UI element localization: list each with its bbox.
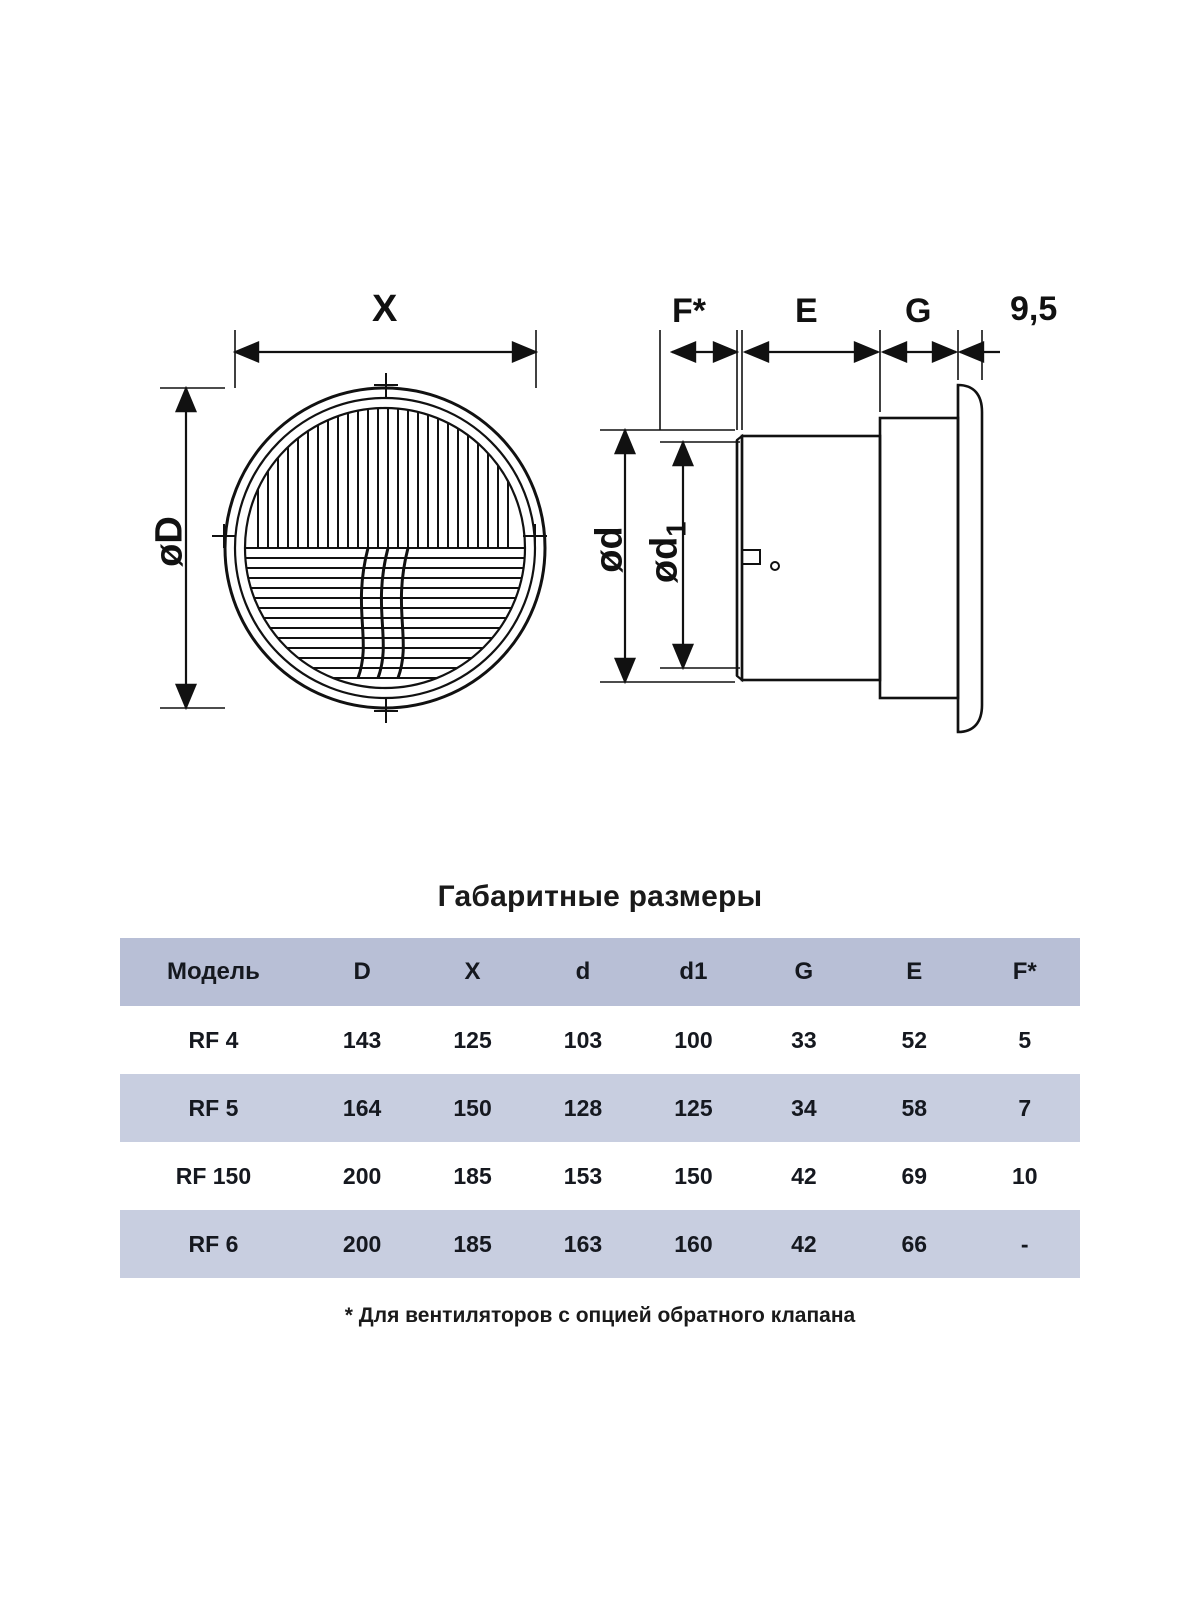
- label-diameter-d-side: ød: [588, 526, 631, 573]
- column-header-e: E: [859, 938, 969, 1006]
- label-diameter-d1: [644, 492, 693, 612]
- column-header-x: X: [417, 938, 527, 1006]
- cell-d-small: 128: [563, 1094, 603, 1121]
- cell-g: 33: [791, 1026, 817, 1053]
- cell-x: 125: [453, 1026, 492, 1053]
- cell-model: RF 6: [188, 1230, 239, 1257]
- label-x: X: [372, 288, 398, 330]
- table-header-row: [120, 938, 1080, 1006]
- table-row: [120, 1006, 1080, 1074]
- cell-x: 150: [453, 1094, 492, 1121]
- cell-e: 69: [901, 1162, 928, 1189]
- column-header-d-small: d: [528, 938, 638, 1006]
- cell-d1: 150: [674, 1162, 713, 1189]
- dimensions-section: [0, 880, 1200, 1328]
- cell-x: 185: [453, 1162, 492, 1189]
- cell-g: 42: [791, 1230, 817, 1257]
- label-e: E: [795, 292, 818, 330]
- column-header-f: F*: [970, 938, 1080, 1006]
- column-header-d: D: [307, 938, 417, 1006]
- table-row: [120, 1142, 1080, 1210]
- column-header-g: G: [749, 938, 859, 1006]
- cell-d: 200: [342, 1162, 382, 1189]
- table-row: [120, 1074, 1080, 1142]
- label-f: F*: [672, 292, 706, 330]
- cell-model: RF 150: [175, 1162, 252, 1189]
- cell-f: 5: [1018, 1026, 1032, 1053]
- label-9-5: 9,5: [1010, 290, 1058, 328]
- table-row: [120, 1210, 1080, 1278]
- cell-e: 52: [901, 1026, 928, 1053]
- cell-f: -: [1020, 1230, 1029, 1257]
- cell-d: 200: [342, 1230, 382, 1257]
- label-diameter-d: øD: [148, 516, 191, 567]
- label-d1-prefix: ød: [643, 536, 686, 584]
- cell-e: 58: [901, 1094, 928, 1121]
- cell-model: RF 5: [188, 1094, 239, 1121]
- cell-g: 34: [791, 1094, 817, 1121]
- table-footnote: * Для вентиляторов с опцией обратного клапана: [344, 1304, 856, 1327]
- cell-d1: 160: [674, 1230, 713, 1257]
- cell-d-small: 153: [563, 1162, 603, 1189]
- cell-model: RF 4: [188, 1026, 239, 1053]
- cell-d: 143: [342, 1026, 382, 1053]
- cell-f: 10: [1011, 1162, 1038, 1189]
- cell-d1: 100: [674, 1026, 713, 1053]
- column-header-model: Модель: [120, 938, 307, 1006]
- dimensions-table: [120, 938, 1080, 1278]
- cell-x: 185: [453, 1230, 492, 1257]
- cell-d: 164: [342, 1094, 382, 1121]
- label-g: G: [905, 292, 932, 330]
- cell-d-small: 103: [563, 1026, 603, 1053]
- table-title: Габаритные размеры: [437, 880, 763, 913]
- label-d1-subscript: 1: [660, 521, 692, 537]
- cell-f: 7: [1018, 1094, 1032, 1121]
- column-header-d1: d1: [638, 938, 748, 1006]
- cell-d-small: 163: [563, 1230, 603, 1257]
- cell-d1: 125: [674, 1094, 713, 1121]
- cell-g: 42: [791, 1162, 817, 1189]
- cell-e: 66: [901, 1230, 928, 1257]
